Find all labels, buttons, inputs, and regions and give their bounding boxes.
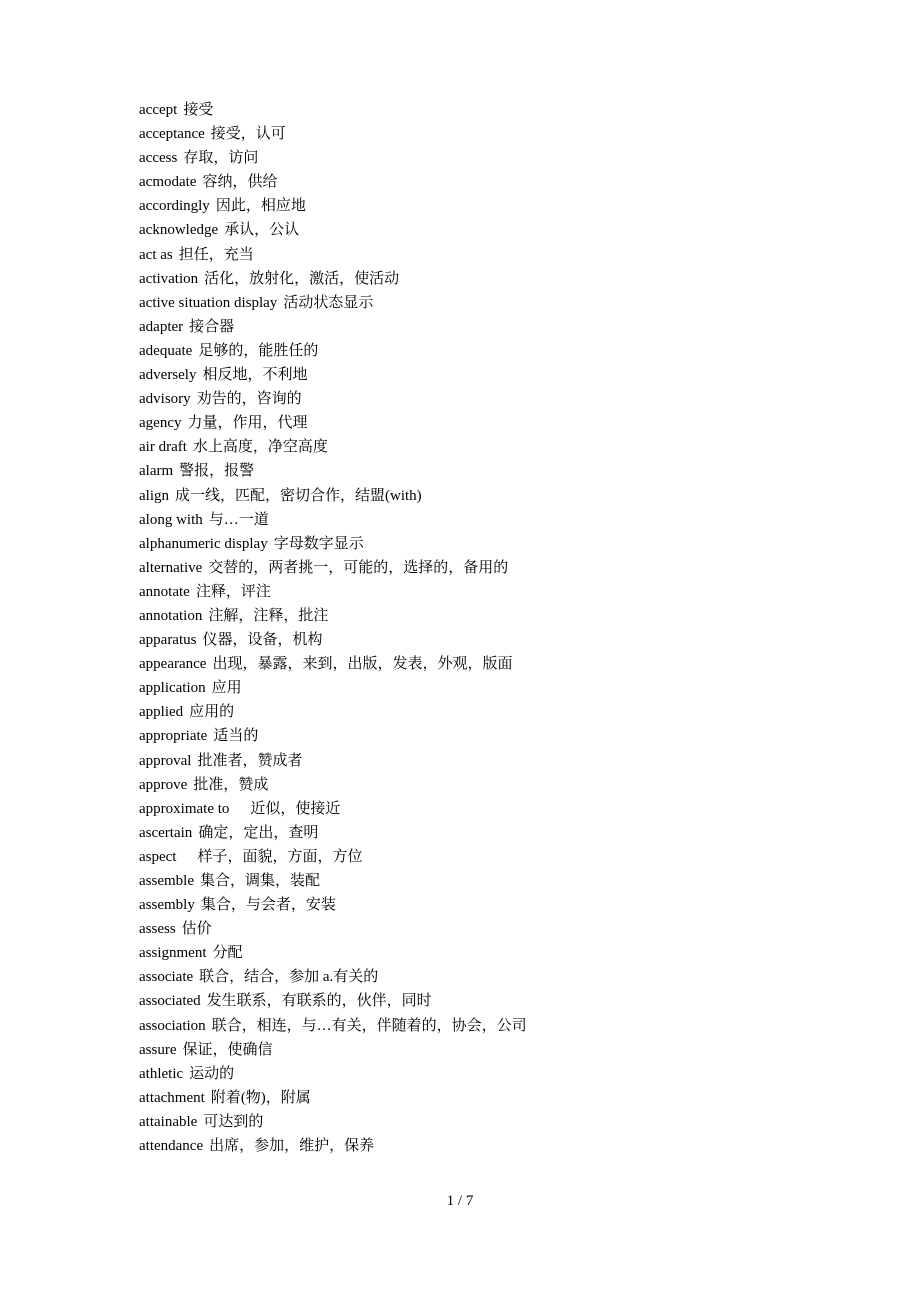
vocabulary-entry [139,218,527,242]
entry-meaning: 活化，放射化，激活，使活动 [204,270,400,287]
vocabulary-entry [139,773,527,797]
entry-meaning: 存取，访问 [183,150,259,167]
vocabulary-entry [139,700,527,724]
entry-meaning: 批准者，赞成者 [197,752,303,769]
entry-term: approval [139,752,192,769]
entry-term: associate [139,969,194,986]
entry-term: application [139,680,206,697]
entry-meaning: 分配 [212,945,243,962]
page-number: 1 / 7 [446,1193,474,1209]
vocabulary-entry [139,869,527,893]
entry-term: advisory [139,391,191,408]
vocabulary-entry [139,604,527,628]
entry-term: annotate [139,583,190,600]
entry-term: active situation display [139,294,278,311]
entry-term: ascertain [139,824,193,841]
vocabulary-entry [139,194,527,218]
vocabulary-entry [139,170,527,194]
entry-meaning: 水上高度，净空高度 [192,439,328,456]
vocabulary-entry [139,363,527,387]
entry-meaning: 力量，作用，代理 [187,415,308,432]
entry-term: athletic [139,1065,184,1082]
entry-term: acknowledge [139,222,219,239]
entry-meaning: 接受 [183,102,214,118]
entry-term: attachment [139,1089,205,1106]
entry-term: align [139,487,169,504]
entry-meaning: 接合器 [189,318,235,335]
entry-term: associated [139,993,201,1010]
entry-term: applied [139,704,184,721]
entry-term: access [139,150,178,167]
entry-term: attendance [139,1138,204,1155]
entry-term: approve [139,776,188,793]
entry-meaning: 可达到的 [203,1113,264,1130]
vocabulary-entry [139,797,527,821]
entry-term: aspect [139,848,177,865]
entry-meaning: 联合，相连，与…有关，伴随着的，协会，公司 [211,1017,527,1034]
vocabulary-entry [139,484,527,508]
vocabulary-entry [139,628,527,652]
entry-meaning: 出席，参加，维护，保养 [209,1138,375,1155]
vocabulary-entry [139,580,527,604]
vocabulary-entry [139,893,527,917]
vocabulary-entry [139,243,527,267]
entry-term: assess [139,921,176,938]
vocabulary-entry [139,291,527,315]
vocabulary-entry [139,1110,527,1134]
vocabulary-entry [139,315,527,339]
entry-meaning: 估价 [181,921,212,938]
entry-term: assure [139,1041,177,1058]
entry-meaning: 样子，面貌，方面，方位 [182,848,363,865]
entry-meaning: 相反地，不利地 [202,367,308,384]
vocabulary-entry [139,821,527,845]
entry-meaning: 应用的 [189,704,235,721]
entry-term: approximate to [139,800,230,817]
vocabulary-list [139,98,527,1158]
vocabulary-entry [139,749,527,773]
entry-meaning: 注释，评注 [195,583,271,600]
entry-meaning: 运动的 [189,1065,235,1082]
entry-term: alphanumeric display [139,535,268,552]
vocabulary-entry [139,387,527,411]
entry-meaning: 担任，充当 [178,246,254,263]
vocabulary-entry [139,652,527,676]
vocabulary-entry [139,676,527,700]
vocabulary-entry [139,1038,527,1062]
vocabulary-entry [139,917,527,941]
entry-meaning: 承认，公认 [224,222,300,239]
entry-term: attainable [139,1113,198,1130]
entry-meaning: 与…一道 [208,511,269,528]
entry-meaning: 联合，结合，参加 a.有关的 [199,969,379,986]
entry-term: accept [139,102,178,118]
entry-meaning: 近似，使接近 [235,800,341,817]
entry-meaning: 活动状态显示 [283,294,374,311]
entry-meaning: 确定，定出，查明 [198,824,319,841]
vocabulary-entry [139,556,527,580]
entry-term: adversely [139,367,197,384]
entry-meaning: 仪器，设备，机构 [202,632,323,649]
entry-term: act as [139,246,173,263]
entry-term: appropriate [139,728,208,745]
entry-meaning: 容纳，供给 [202,174,278,191]
entry-term: agency [139,415,182,432]
vocabulary-entry [139,724,527,748]
entry-meaning: 注解，注释，批注 [208,607,329,624]
vocabulary-entry [139,845,527,869]
vocabulary-entry [139,267,527,291]
entry-meaning: 集合，与会者，安装 [200,897,336,914]
entry-meaning: 出现，暴露，来到，出版，发表，外观，版面 [212,656,513,673]
vocabulary-entry [139,98,527,122]
entry-term: annotation [139,607,203,624]
entry-meaning: 附着(物)，附属 [210,1089,311,1106]
entry-meaning: 成一线，匹配，密切合作，结盟(with) [175,487,422,504]
entry-meaning: 批准，赞成 [193,776,269,793]
vocabulary-entry [139,1134,527,1158]
vocabulary-entry [139,435,527,459]
entry-meaning: 应用 [211,680,242,697]
vocabulary-entry [139,532,527,556]
entry-term: adapter [139,318,184,335]
vocabulary-entry [139,459,527,483]
entry-term: alternative [139,559,203,576]
vocabulary-entry [139,965,527,989]
entry-term: assignment [139,945,207,962]
entry-meaning: 劝告的，咨询的 [196,391,302,408]
entry-term: assembly [139,897,195,914]
entry-term: assemble [139,873,194,889]
entry-meaning: 集合，调集，装配 [199,873,320,889]
entry-meaning: 保证，使确信 [182,1041,273,1058]
vocabulary-entry [139,411,527,435]
entry-meaning: 适当的 [213,728,259,745]
vocabulary-entry [139,146,527,170]
entry-term: accordingly [139,198,210,215]
entry-meaning: 因此，相应地 [215,198,306,215]
vocabulary-entry [139,1086,527,1110]
entry-meaning: 警报，报警 [179,463,255,480]
entry-meaning: 字母数字显示 [273,535,364,552]
entry-term: apparatus [139,632,197,649]
entry-term: adequate [139,342,193,359]
vocabulary-entry [139,122,527,146]
entry-term: alarm [139,463,174,480]
entry-term: activation [139,270,199,287]
entry-term: association [139,1017,206,1034]
entry-meaning: 发生联系，有联系的，伙伴，同时 [206,993,432,1010]
entry-term: appearance [139,656,207,673]
vocabulary-entry [139,989,527,1013]
vocabulary-entry [139,941,527,965]
entry-meaning: 足够的，能胜任的 [198,342,319,359]
entry-term: air draft [139,439,187,456]
vocabulary-entry [139,508,527,532]
entry-term: along with [139,511,203,528]
entry-meaning: 交替的，两者挑一，可能的，选择的，备用的 [208,559,509,576]
entry-meaning: 接受，认可 [210,126,286,143]
vocabulary-entry [139,1062,527,1086]
entry-term: acmodate [139,174,197,191]
vocabulary-entry [139,339,527,363]
entry-term: acceptance [139,126,205,143]
vocabulary-entry [139,1014,527,1038]
